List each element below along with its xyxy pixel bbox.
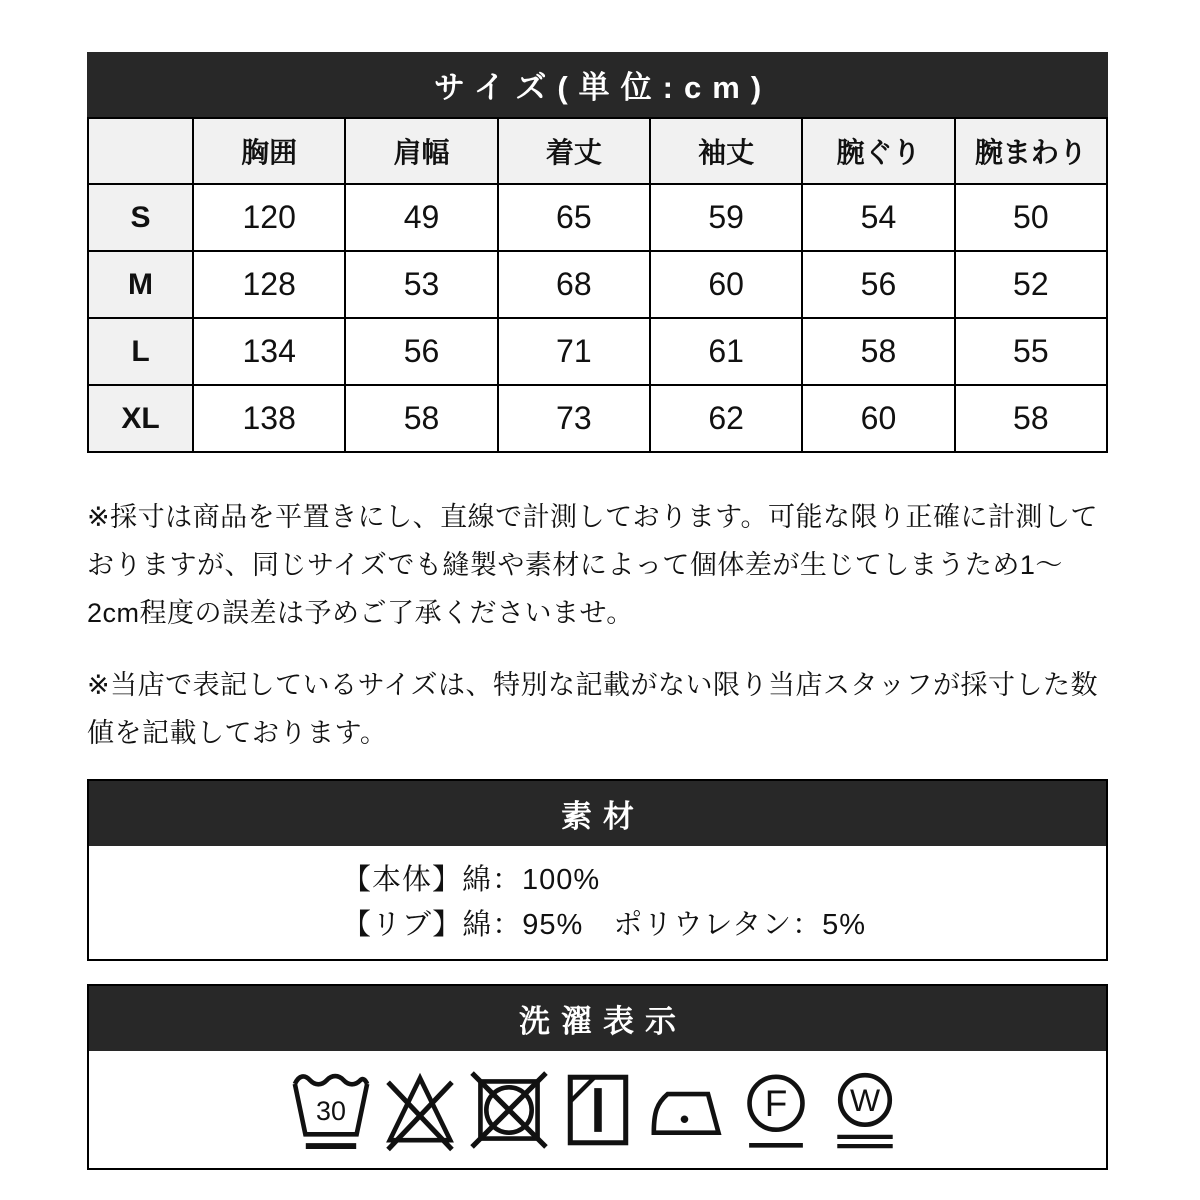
- col-header-sleeve: 袖丈: [650, 118, 802, 184]
- size-chart-title: サイズ(単位:cm): [433, 70, 773, 105]
- wet-clean-very-gentle-icon: [823, 1063, 907, 1157]
- dry-clean-petroleum-gentle-icon: [734, 1063, 818, 1157]
- iron-low-icon: [645, 1063, 729, 1157]
- laundry-title: 洗濯表示: [519, 1004, 687, 1039]
- staff-measured-note: ※当店で表記しているサイズは、特別な記載がない限り当店スタッフが採寸した数値を記載しております。: [87, 670, 1098, 748]
- size-value: 120: [193, 184, 345, 251]
- size-row-s: [88, 184, 1107, 251]
- size-value: 56: [345, 318, 497, 385]
- size-value: 59: [650, 184, 802, 251]
- laundry-symbols-row: [89, 1051, 1106, 1168]
- size-table-header-row: [88, 118, 1107, 184]
- col-header-arm-circumference: 腕まわり: [955, 118, 1107, 184]
- size-value: 49: [345, 184, 497, 251]
- size-value: 58: [955, 385, 1107, 452]
- size-value: 52: [955, 251, 1107, 318]
- material-line-rib: 【リブ】綿：95% ポリウレタン：5%: [342, 908, 867, 941]
- measurement-disclaimer-note: ※採寸は商品を平置きにし、直線で計測しております。可能な限り正確に計測しておりますが、同じサイズでも縫製や素材によって個体差が生じてしまうため1〜2cm程度の誤差は予めご了承くださいませ。: [87, 502, 1098, 628]
- size-label: XL: [88, 385, 193, 452]
- size-value: 58: [802, 318, 954, 385]
- size-value: 65: [498, 184, 650, 251]
- col-header-chest: 胸囲: [193, 118, 345, 184]
- col-header-armhole: 腕ぐり: [802, 118, 954, 184]
- do-not-tumble-dry-icon: [467, 1063, 551, 1157]
- wash-temperature-label: 30: [315, 1095, 346, 1126]
- laundry-section: [87, 984, 1108, 1170]
- size-value: 73: [498, 385, 650, 452]
- size-chart-section: [87, 52, 1108, 453]
- size-value: 138: [193, 385, 345, 452]
- size-chart-title-bar: [87, 52, 1108, 117]
- line-dry-in-shade-icon: [556, 1063, 640, 1157]
- size-table: [87, 117, 1108, 453]
- size-value: 56: [802, 251, 954, 318]
- size-value: 134: [193, 318, 345, 385]
- size-value: 68: [498, 251, 650, 318]
- col-header-shoulder: 肩幅: [345, 118, 497, 184]
- material-body: [89, 846, 1106, 959]
- product-info-panel: [87, 0, 1108, 1170]
- size-label: S: [88, 184, 193, 251]
- size-value: 60: [650, 251, 802, 318]
- size-value: 128: [193, 251, 345, 318]
- size-value: 58: [345, 385, 497, 452]
- material-section: [87, 779, 1108, 961]
- size-value: 54: [802, 184, 954, 251]
- wet-clean-letter: W: [849, 1081, 880, 1118]
- col-header-length: 着丈: [498, 118, 650, 184]
- size-row-xl: [88, 385, 1107, 452]
- size-label: L: [88, 318, 193, 385]
- size-row-m: [88, 251, 1107, 318]
- size-value: 62: [650, 385, 802, 452]
- size-table-corner-cell: [88, 118, 193, 184]
- do-not-bleach-icon: [378, 1063, 462, 1157]
- size-value: 50: [955, 184, 1107, 251]
- size-label: M: [88, 251, 193, 318]
- size-value: 53: [345, 251, 497, 318]
- size-value: 71: [498, 318, 650, 385]
- size-value: 55: [955, 318, 1107, 385]
- size-row-l: [88, 318, 1107, 385]
- material-title: 素材: [561, 799, 645, 834]
- laundry-title-bar: [89, 986, 1106, 1051]
- material-line-body: 【本体】綿：100%: [342, 863, 601, 896]
- dry-clean-letter: F: [764, 1082, 787, 1124]
- material-title-bar: [89, 781, 1106, 846]
- size-value: 61: [650, 318, 802, 385]
- machine-wash-30-gentle-icon: [289, 1063, 373, 1157]
- size-value: 60: [802, 385, 954, 452]
